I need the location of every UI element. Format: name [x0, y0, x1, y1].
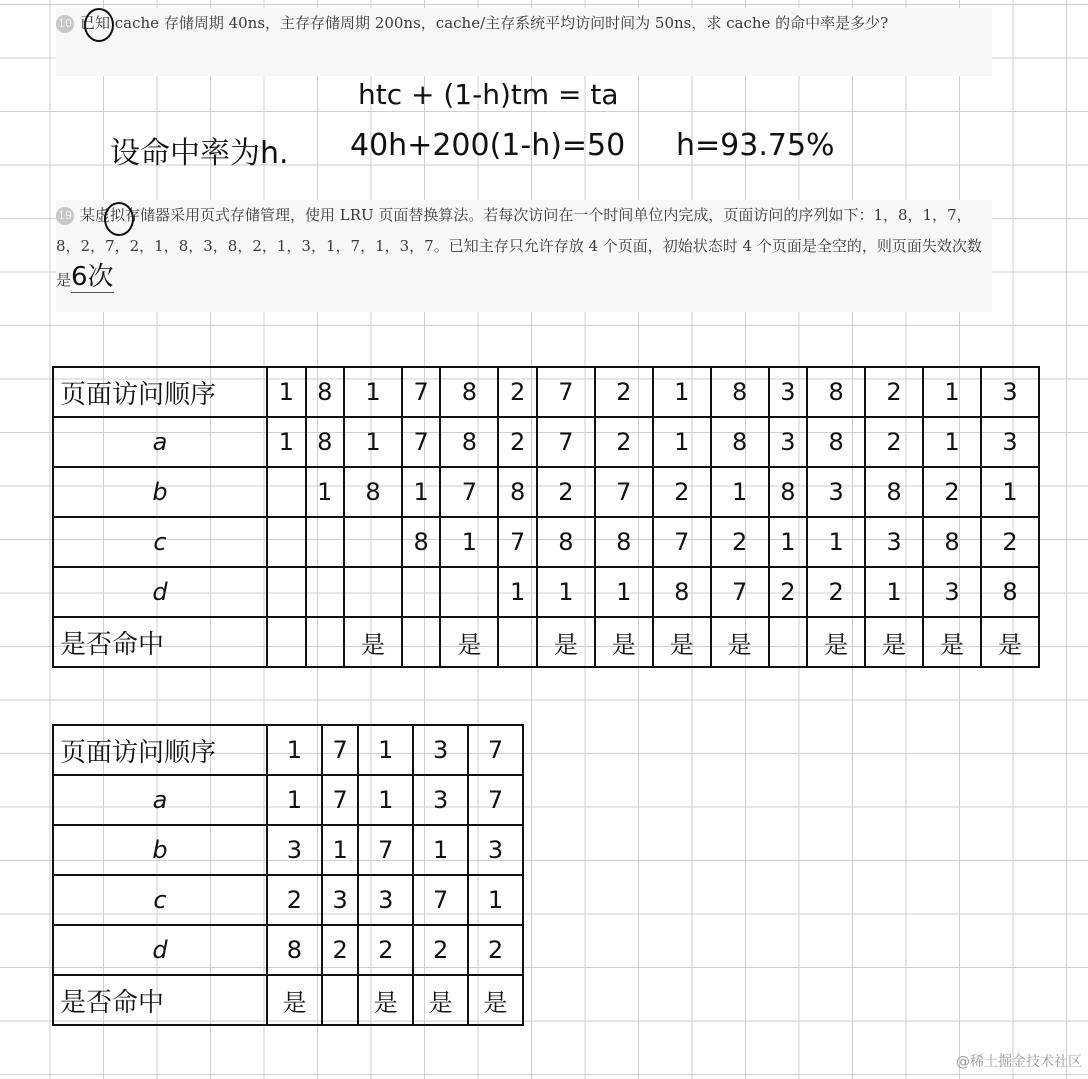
frame-cell: 1 [537, 567, 595, 617]
hit-cell: 是 [711, 617, 769, 667]
frame-cell: 8 [865, 467, 923, 517]
frame-cell: 8 [267, 925, 322, 975]
hit-cell: 是 [537, 617, 595, 667]
hit-cell [769, 617, 808, 667]
sequence-cell: 3 [769, 367, 808, 417]
frame-row-a [53, 775, 523, 825]
hit-cell: 是 [358, 975, 413, 1025]
frame-cell: 8 [306, 417, 345, 467]
circle-mark-icon [84, 8, 114, 42]
circle-mark-icon [104, 202, 134, 236]
frame-cell [267, 517, 306, 567]
frame-cell: 8 [537, 517, 595, 567]
hit-cell: 是 [468, 975, 523, 1025]
frame-label: c [53, 875, 267, 925]
hit-cell: 是 [807, 617, 865, 667]
frame-cell: 1 [413, 825, 468, 875]
frame-cell: 2 [267, 875, 322, 925]
frame-cell: 8 [344, 467, 402, 517]
question-text: 某虚拟存储器采用页式存储管理，使用 LRU 页面替换算法。若每次访问在一个时间单位内完成，页面访问的序列如下：1，8，1，7，8，2，7，2，1，8，3，8，2，1，3，1，7，1，3，7。已知主存只允许存放 4 个页面，初始状态时 4 个页面是全空的，则页面失效次数是 [56, 206, 982, 289]
answer-equation: 40h+200(1-h)=50 [350, 128, 626, 163]
sequence-cell: 8 [711, 367, 769, 417]
frame-cell: 7 [402, 417, 441, 467]
sequence-row [53, 725, 523, 775]
hit-cell [306, 617, 345, 667]
question-19 [56, 200, 992, 312]
formula: htc + (1-h)tm = ta [358, 78, 619, 111]
frame-cell: 1 [769, 517, 808, 567]
hit-row [53, 617, 1039, 667]
frame-cell: 1 [653, 417, 711, 467]
frame-cell [306, 567, 345, 617]
hit-cell [322, 975, 358, 1025]
frame-cell: 1 [267, 417, 306, 467]
header-label: 页面访问顺序 [53, 725, 267, 775]
frame-cell: 2 [981, 517, 1039, 567]
answer-setup: 设命中率为h. [110, 136, 289, 171]
frame-cell: 7 [498, 517, 537, 567]
hit-cell: 是 [267, 975, 322, 1025]
sequence-cell: 3 [413, 725, 468, 775]
frame-cell: 1 [306, 467, 345, 517]
frame-row-a [53, 417, 1039, 467]
hit-cell: 是 [981, 617, 1039, 667]
sequence-cell: 2 [498, 367, 537, 417]
sequence-cell: 2 [865, 367, 923, 417]
frame-cell: 2 [769, 567, 808, 617]
hit-cell: 是 [440, 617, 498, 667]
frame-cell: 7 [595, 467, 653, 517]
hit-cell: 是 [865, 617, 923, 667]
frame-cell: 1 [322, 825, 358, 875]
question-number: 19 [56, 207, 74, 225]
sequence-cell: 7 [537, 367, 595, 417]
frame-cell: 8 [402, 517, 441, 567]
frame-cell: 3 [413, 775, 468, 825]
frame-cell: 3 [358, 875, 413, 925]
sequence-cell: 8 [440, 367, 498, 417]
hit-cell [498, 617, 537, 667]
frame-cell: 1 [440, 517, 498, 567]
hit-label: 是否命中 [53, 617, 267, 667]
frame-cell: 2 [923, 467, 981, 517]
frame-cell: 2 [358, 925, 413, 975]
sequence-cell: 1 [267, 367, 306, 417]
frame-cell: 7 [440, 467, 498, 517]
frame-cell: 3 [322, 875, 358, 925]
frame-cell: 8 [981, 567, 1039, 617]
sequence-cell: 8 [807, 367, 865, 417]
frame-cell: 3 [267, 825, 322, 875]
frame-row-c [53, 517, 1039, 567]
frame-cell: 1 [267, 775, 322, 825]
question-text: 已知 cache 存储周期 40ns，主存存储周期 200ns，cache/主存系统平均访问时间为 50ns，求 cache 的命中率是多少? [80, 14, 889, 32]
sequence-cell: 1 [344, 367, 402, 417]
frame-cell: 3 [769, 417, 808, 467]
question-answer: 6次 [71, 262, 114, 292]
frame-cell: 8 [440, 417, 498, 467]
frame-cell [344, 567, 402, 617]
frame-row-d [53, 925, 523, 975]
frame-cell: 2 [807, 567, 865, 617]
frame-cell: 8 [711, 417, 769, 467]
frame-cell: 1 [402, 467, 441, 517]
frame-label: a [53, 775, 267, 825]
frame-cell [267, 467, 306, 517]
frame-row-c [53, 875, 523, 925]
sequence-cell: 2 [595, 367, 653, 417]
frame-cell: 7 [322, 775, 358, 825]
frame-cell: 2 [322, 925, 358, 975]
frame-cell [344, 517, 402, 567]
frame-cell: 3 [865, 517, 923, 567]
sequence-cell: 1 [358, 725, 413, 775]
frame-cell: 3 [807, 467, 865, 517]
hit-row [53, 975, 523, 1025]
sequence-cell: 3 [981, 367, 1039, 417]
frame-cell: 7 [358, 825, 413, 875]
sequence-cell: 1 [653, 367, 711, 417]
frame-cell: 7 [711, 567, 769, 617]
frame-cell: 1 [711, 467, 769, 517]
frame-cell: 1 [468, 875, 523, 925]
hit-label: 是否命中 [53, 975, 267, 1025]
frame-cell: 8 [923, 517, 981, 567]
frame-cell [267, 567, 306, 617]
question-10 [56, 8, 992, 76]
frame-cell: 2 [537, 467, 595, 517]
answer-result: h=93.75% [676, 128, 835, 163]
frame-cell: 3 [468, 825, 523, 875]
frame-cell [306, 517, 345, 567]
frame-cell: 1 [865, 567, 923, 617]
lru-table-2 [52, 724, 524, 1026]
frame-label: a [53, 417, 267, 467]
hit-cell: 是 [595, 617, 653, 667]
frame-cell: 7 [537, 417, 595, 467]
frame-cell: 8 [498, 467, 537, 517]
frame-row-b [53, 467, 1039, 517]
frame-label: d [53, 925, 267, 975]
frame-cell: 7 [468, 775, 523, 825]
sequence-cell: 1 [267, 725, 322, 775]
frame-label: d [53, 567, 267, 617]
header-label: 页面访问顺序 [53, 367, 267, 417]
frame-cell: 8 [807, 417, 865, 467]
sequence-cell: 7 [322, 725, 358, 775]
frame-cell: 1 [923, 417, 981, 467]
frame-cell: 7 [413, 875, 468, 925]
frame-cell: 1 [358, 775, 413, 825]
frame-cell [402, 567, 441, 617]
question-number: 10 [56, 15, 74, 33]
sequence-cell: 8 [306, 367, 345, 417]
sequence-row [53, 367, 1039, 417]
hit-cell [402, 617, 441, 667]
frame-cell: 1 [498, 567, 537, 617]
frame-row-b [53, 825, 523, 875]
frame-cell: 3 [923, 567, 981, 617]
hit-cell: 是 [413, 975, 468, 1025]
hit-cell: 是 [923, 617, 981, 667]
frame-cell: 2 [413, 925, 468, 975]
frame-cell: 2 [595, 417, 653, 467]
hit-cell [267, 617, 306, 667]
sequence-cell: 1 [923, 367, 981, 417]
frame-label: b [53, 825, 267, 875]
hit-cell: 是 [344, 617, 402, 667]
frame-cell: 2 [498, 417, 537, 467]
frame-label: b [53, 467, 267, 517]
frame-cell: 1 [344, 417, 402, 467]
frame-cell: 8 [595, 517, 653, 567]
frame-cell: 3 [981, 417, 1039, 467]
frame-row-d [53, 567, 1039, 617]
frame-cell: 1 [981, 467, 1039, 517]
frame-cell: 2 [865, 417, 923, 467]
frame-label: c [53, 517, 267, 567]
sequence-cell: 7 [468, 725, 523, 775]
hit-cell: 是 [653, 617, 711, 667]
frame-cell: 2 [653, 467, 711, 517]
frame-cell: 1 [595, 567, 653, 617]
frame-cell: 2 [711, 517, 769, 567]
frame-cell [440, 567, 498, 617]
lru-table-1 [52, 366, 1040, 668]
frame-cell: 8 [653, 567, 711, 617]
frame-cell: 8 [769, 467, 808, 517]
sequence-cell: 7 [402, 367, 441, 417]
frame-cell: 2 [468, 925, 523, 975]
frame-cell: 1 [807, 517, 865, 567]
frame-cell: 7 [653, 517, 711, 567]
watermark: @稀土掘金技术社区 [956, 1054, 1082, 1070]
